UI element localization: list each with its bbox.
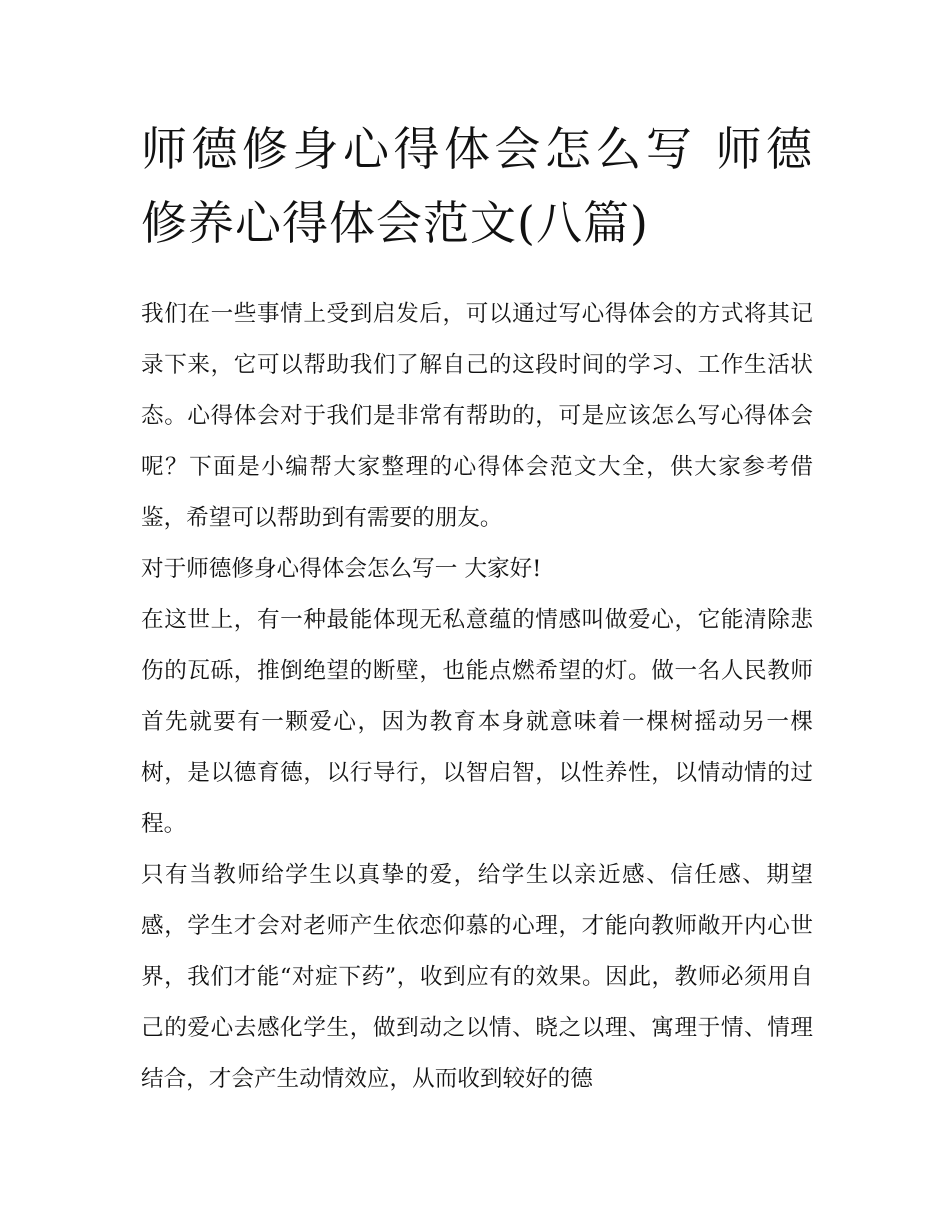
document-title: 师德修身心得体会怎么写 师德修养心得体会范文(八篇) — [141, 122, 813, 250]
body-paragraph: 只有当教师给学生以真挚的爱，给学生以亲近感、信任感、期望感，学生才会对老师产生依恋仰慕的心理，才能向教师敞开内心世界，我们才能“对症下药”，收到应有的效果。因此，教师必须用自己的爱心去感化学生，做到动之以情、晓之以理、寓理于情、情理结合，才会产生动情效应，从而收到较好的德 — [141, 862, 813, 1092]
intro-paragraph: 我们在一些事情上受到启发后，可以通过写心得体会的方式将其记录下来，它可以帮助我们了解自己的这段时间的学习、工作生活状态。心得体会对于我们是非常有帮助的，可是应该怎么写心得体会呢？下面是小编帮大家整理的心得体会范文大全，供大家参考借鉴，希望可以帮助到有需要的朋友。 — [141, 301, 813, 531]
document-content — [141, 112, 813, 1105]
section-heading-paragraph: 对于师德修身心得体会怎么写一 大家好! — [141, 556, 542, 582]
body-paragraph: 在这世上，有一种最能体现无私意蕴的情感叫做爱心，它能清除悲伤的瓦砾，推倒绝望的断壁，也能点燃希望的灯。做一名人民教师首先就要有一颗爱心，因为教育本身就意味着一棵树摇动另一棵树，是以德育德，以行导行，以智启智，以性养性，以情动情的过程。 — [141, 607, 813, 837]
